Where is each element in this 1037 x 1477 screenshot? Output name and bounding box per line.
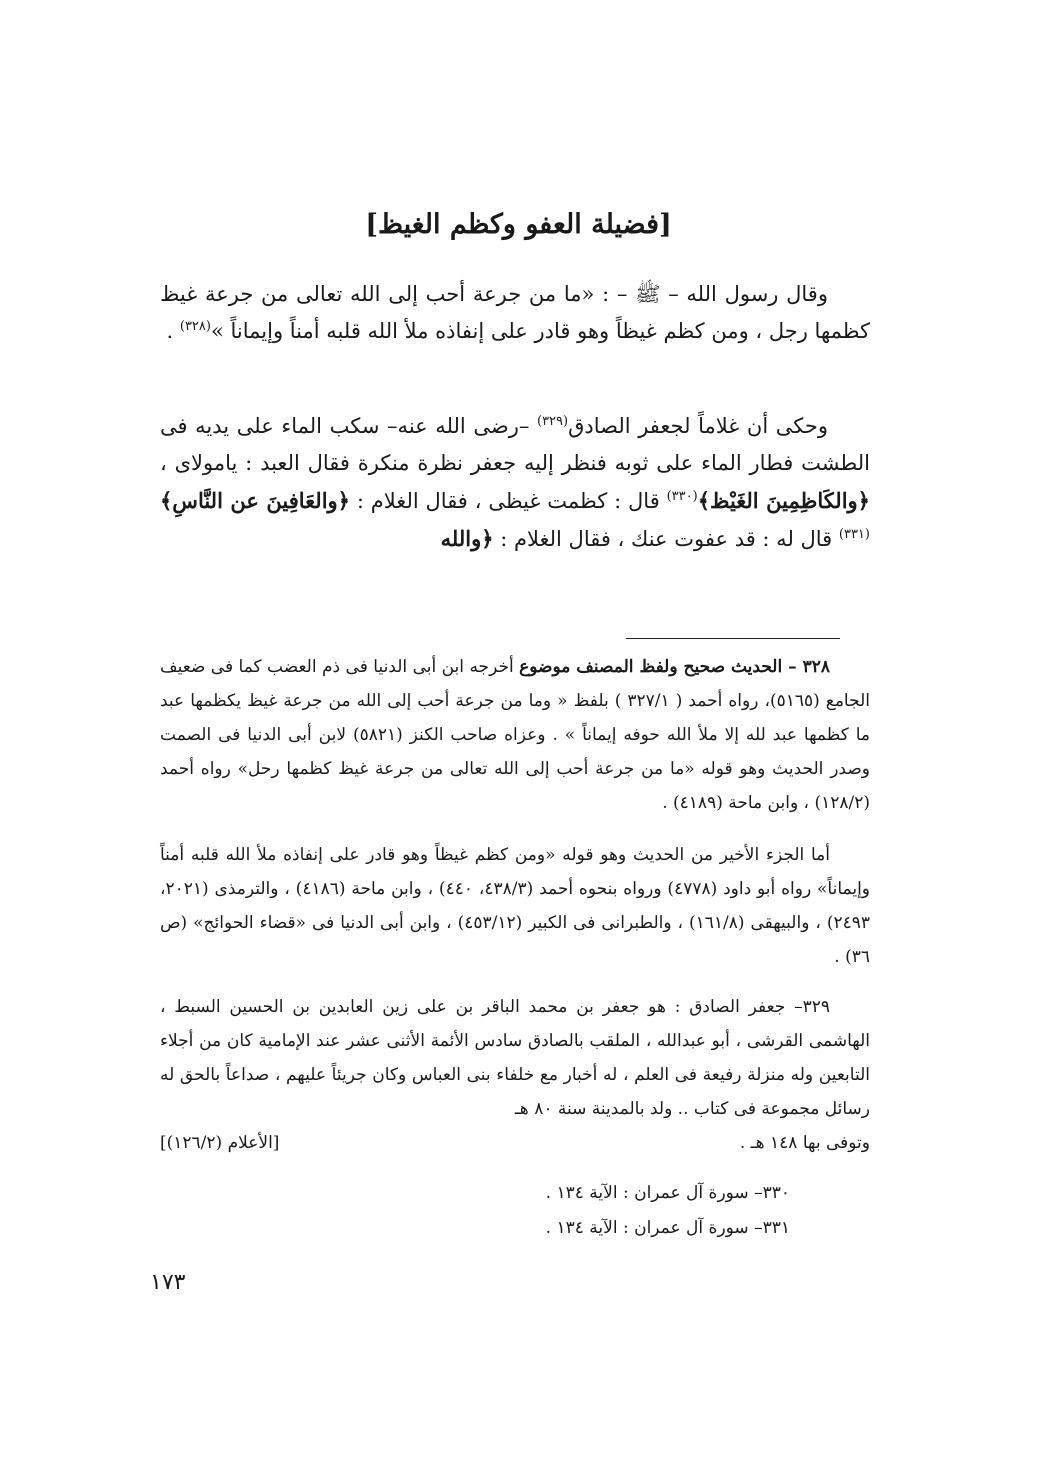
footnote-329 [160,990,870,1160]
footnote-331: ٣٣١– سورة آل عمران : الآية ١٣٤ . [545,1218,790,1238]
footnote-328-text: أخرجه ابن أبى الدنيا فى ذم العضب كما فى ضعيف الجامع (٥١٦٥)، رواه أحمد ( ٣٢٧/١ ) بلفظ « وما من جرعة أحب إلى الله من جرعة غيظ يكظمها عبد ما كظمها عبد لله إلا ملأ الله حوفه إيماناً » . وعزاه صاحب الكنز (٥٨٢١) لابن أبى الدنيا فى الصمت وصدر الحديث وهو قوله «ما من جرعة أحب إلى الله تعالى من جرعة غيظ كظمها رحل» رواه أحمد (١٢٨/٢) ، وابن ماحة (٤١٨٩) . [160,657,870,813]
footnote-328 [160,650,870,820]
footnote-328-continued [160,838,870,974]
footnote-329-source: [الأعلام (١٢٦/٢)] [160,1133,280,1153]
story-part-4: قال له : قد عفوت عنك ، فقال الغلام : [493,527,839,551]
footnote-ref-331: (٣٣١) [838,527,870,542]
footnote-ref-330: (٣٣٠) [666,489,698,504]
footnote-ref-329: (٣٢٩) [536,414,569,429]
story-part-3: قال : كظمت غيظى ، فقال الغلام : [349,489,667,513]
footnote-330: ٣٣٠– سورة آل عمران : الآية ١٣٤ . [545,1183,790,1203]
story-part-2: –رضى الله عنه– سكب الماء على يديه فى الطشت فطار الماء على ثوبه فنظر إليه جعفر نظرة منكرة فقال العبد : يامولاى ، [160,414,870,475]
story-part-1: وحكى أن غلاماً لجعفر الصادق [568,414,828,438]
paragraph-1-text: وقال رسول الله – ﷺ – : «ما من جرعة أحب إلى الله تعالى من جرعة غيظ كظمها رجل ، ومن كظم غيظاً وهو قادر على إنفاذه ملأ الله قلبه أمناً وإيماناً » [160,282,870,343]
footnote-328-text-2: أما الجزء الأخير من الحديث وهو قوله «ومن كظم غيظاً وهو قادر على إنفاذه ملأ الله قلبه أمناً وإيماناً» رواه أبو داود (٤٧٧٨) ورواه بنحوه أحمد (٤٣٨/٣، ٤٤٠) ، وابن ماحة (٤١٨٦) ، والترمذى (٢٠٢١، ٢٤٩٣) ، والبيهقى (١٦١/٨) ، والطبرانى فى الكبير (٤٥٣/١٢) ، وابن أبى الدنيا فى «قضاء الحوائج» (ص ٣٦) . [160,845,871,967]
footnote-329-last-line [160,1126,870,1160]
footnote-divider [626,638,840,639]
quran-quote-1: ﴿والكَاظِمِينَ الغَيْظ﴾ [697,488,870,513]
footnote-328-lead: ٣٢٨ – الحديث صحيح ولفظ المصنف موضوع [519,657,830,677]
section-heading: [فضيلة العفو وكظم الغيظ] [365,209,672,240]
paragraph-story [160,408,870,558]
paragraph-1-end: . [166,319,180,343]
page-number: ١٧٣ [150,1270,186,1295]
footnote-ref-328: (٣٢٨) [179,319,211,334]
footnote-329-death: وتوفى بها ١٤٨ هـ . [739,1133,870,1153]
quran-quote-2: ﴿والعَافِينَ عن النَّاسِ﴾ [160,488,350,513]
paragraph-hadith [160,276,870,350]
quran-quote-3: ﴿والله [440,526,494,551]
footnote-329-text: ٣٢٩– جعفر الصادق : هو جعفر بن محمد الباقر بن على زين العابدين بن الحسين السبط ، الهاشمى القرشى ، أبو عبدالله ، الملقب بالصادق سادس الأئمة الأثنى عشر عند الإمامية كان من أجلاء التابعين وله منزلة رفيعة فى العلم ، له أخبار مع خلفاء بنى العباس وكان جريئاً عليهم ، صداعاً بالحق له رسائل مجموعة فى كتاب .. ولد بالمدينة سنة ٨٠ هـ [160,997,870,1119]
